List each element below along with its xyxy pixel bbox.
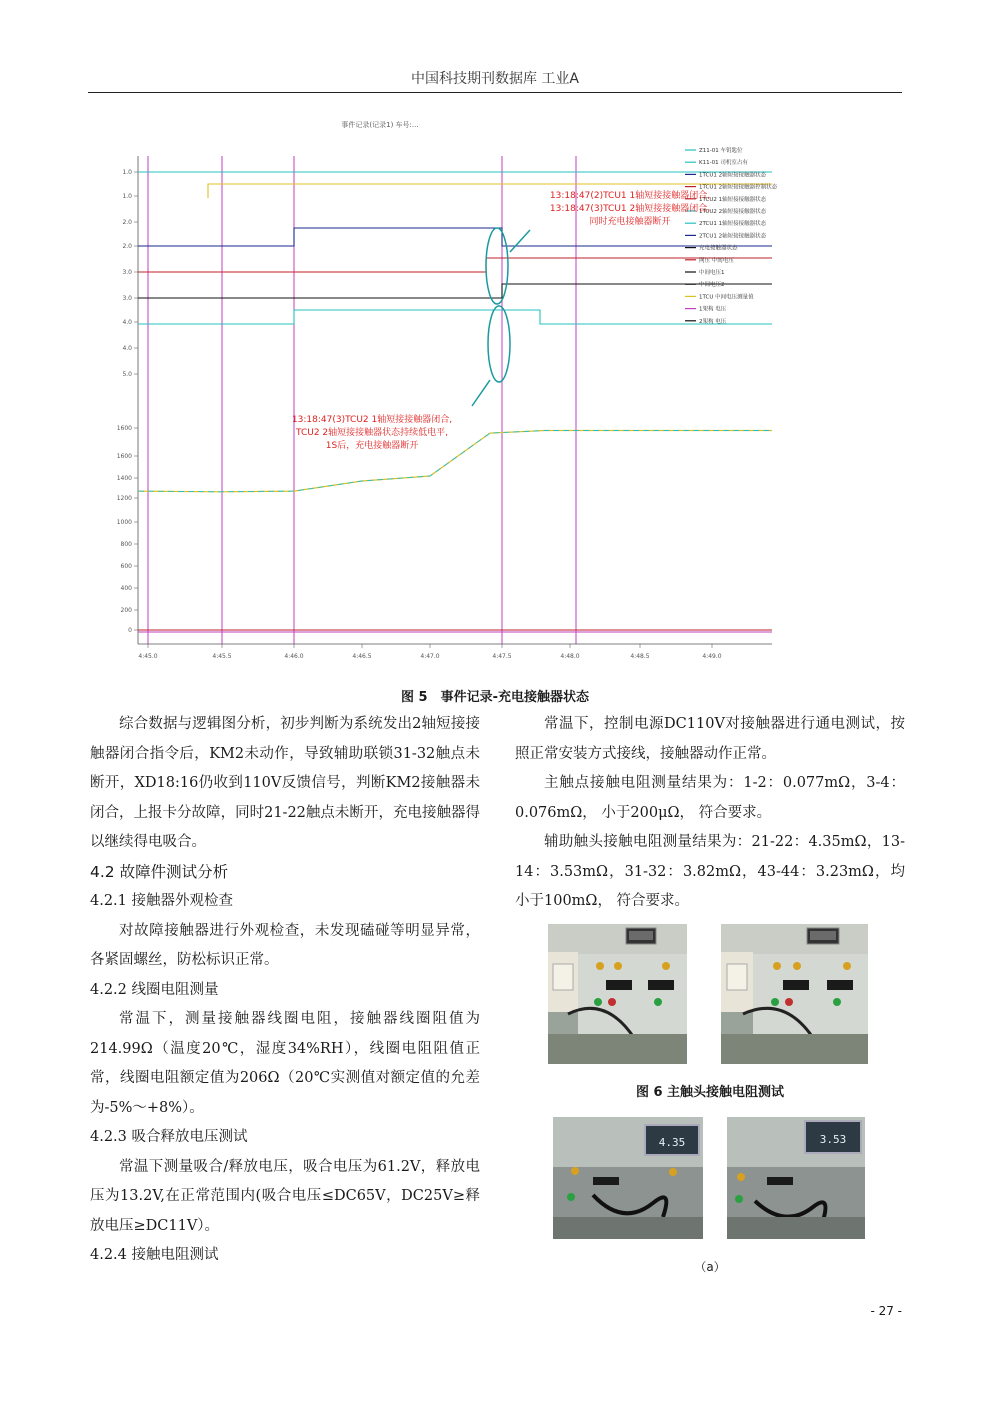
appearance-check-paragraph: 对故障接触器进行外观检查，未发现磕碰等明显异常，各紧固螺丝，防松标识正常。 xyxy=(90,922,480,968)
figure-6a-subcaption: （a） xyxy=(694,1260,726,1274)
legend-label-13: 1架构 电压 xyxy=(699,306,727,313)
annotation-bottom-line-0: 13:18:47(3)TCU2 1轴短接接触器闭合, xyxy=(291,415,453,425)
lower-tick-label-6: 600 xyxy=(120,563,132,570)
power-on-test-paragraph: 常温下，控制电源DC110V对接触器进行通电测试，按照正常安装方式接线，接触器动作正常。 xyxy=(515,716,905,762)
legend-label-3: 1TCU1 2轴短接接触器控制状态 xyxy=(699,184,778,191)
figure-5-chart xyxy=(100,118,800,668)
lower-tick-label-9: 0 xyxy=(128,627,132,634)
section-4-2-1-heading: 4.2.1 接触器外观检查 xyxy=(90,893,234,909)
trace-navy xyxy=(138,228,772,246)
photo-test-bench-2 xyxy=(721,924,868,1064)
annotation-top-line-2: 同时充电接触器断开 xyxy=(589,217,671,227)
upper-tick-label-5: 3.0 xyxy=(122,295,132,302)
upper-tick-label-3: 2.0 xyxy=(122,243,132,250)
annotation-bottom-line-1: TCU2 2轴短接接触器状态持续低电平, xyxy=(295,428,449,438)
legend-label-8: 充电接触器状态 xyxy=(699,245,738,252)
lower-tick-label-8: 200 xyxy=(120,607,132,614)
x-tick-label-7: 4:48.5 xyxy=(630,653,650,660)
legend-label-1: K11-01 司机室占有 xyxy=(699,160,748,167)
x-tick-label-1: 4:45.5 xyxy=(212,653,232,660)
annotation-bottom-line-2: 1S后，充电接触器断开 xyxy=(325,441,419,451)
upper-tick-label-7: 4.0 xyxy=(122,345,132,352)
trace-cyan-2 xyxy=(138,310,772,324)
trace-red xyxy=(138,258,772,272)
chart-title: 事件记录(记录1) 车号:... xyxy=(341,121,419,129)
section-4-2-2-heading: 4.2.2 线圈电阻测量 xyxy=(90,981,219,998)
section-4-2-3-heading: 4.2.3 吸合释放电压测试 xyxy=(90,1129,248,1145)
legend-label-10: 中间电压1 xyxy=(699,270,725,276)
meter-reading-2: 3.53 xyxy=(819,1133,847,1146)
upper-tick-label-0: 1.0 xyxy=(122,169,132,176)
legend-label-7: 2TCU1 2轴短接接触器状态 xyxy=(699,233,767,240)
figure-6-caption: 图 6 主触头接触电阻测试 xyxy=(635,1085,785,1100)
x-tick-label-0: 4:45.0 xyxy=(138,653,158,660)
legend-label-0: Z11-01 车钥匙位 xyxy=(699,148,743,154)
photo-meter-reading-1 xyxy=(553,1117,703,1239)
x-tick-label-6: 4:48.0 xyxy=(560,653,580,660)
arrow-bottom xyxy=(472,380,490,406)
aux-contact-result-paragraph: 辅助触头接触电阻测量结果为：21-22：4.35mΩ，13-14：3.53mΩ，31-32：3.82mΩ，43-44：3.23mΩ，均小于100mΩ， 符合要求。 xyxy=(515,834,905,909)
page-number: - 27 - xyxy=(870,1304,902,1318)
analysis-paragraph: 综合数据与逻辑图分析，初步判断为系统发出2轴短接接触器闭合指令后，KM2未动作，导致辅助联锁31-32触点未断开，XD18:16仍收到110V反馈信号，判断KM2接触器未闭合，上报卡分故障，同时21-22触点未断开，充电接触器得以继续得电吸合。 xyxy=(90,716,480,850)
series-voltage-0-yellow xyxy=(138,431,772,492)
section-4-2-heading: 4.2 故障件测试分析 xyxy=(90,862,229,881)
annotation-top-line-1: 13:18:47(3)TCU1 2轴短接接触器闭合, xyxy=(549,204,711,214)
arrow-top xyxy=(510,230,530,252)
lower-tick-label-0: 1600 xyxy=(116,425,132,432)
figure-5-caption: 图 5 事件记录-充电接触器状态 xyxy=(401,690,589,705)
upper-tick-label-8: 5.0 xyxy=(122,371,132,378)
series-voltage-0-cyan xyxy=(138,431,772,492)
meter-reading-1: 4.35 xyxy=(658,1136,686,1149)
photo-test-bench-1 xyxy=(548,924,687,1064)
main-contact-result-paragraph: 主触点接触电阻测量结果为：1-2：0.077mΩ，3-4：0.076mΩ， 小于200μΩ， 符合要求。 xyxy=(515,775,905,821)
highlight-ellipse-bottom xyxy=(488,306,510,382)
x-tick-label-8: 4:49.0 xyxy=(702,653,722,660)
upper-tick-label-1: 1.0 xyxy=(122,193,132,200)
lower-tick-label-7: 400 xyxy=(120,585,132,592)
legend-label-6: 2TCU1 1轴短接接触器状态 xyxy=(699,221,767,228)
coil-resistance-paragraph: 常温下，测量接触器线圈电阻，接触器线圈阻值为214.99Ω（温度20℃，湿度34%RH），线圈电阻阻值正常，线圈电阻额定值为206Ω（20℃实测值对额定值的允差为-5%～+8%）。 xyxy=(90,1011,480,1116)
lower-tick-label-4: 1000 xyxy=(116,519,132,526)
lower-tick-label-1: 1600 xyxy=(116,453,132,460)
highlight-ellipse-top xyxy=(486,228,508,304)
legend-label-2: 1TCU1 2轴短接接触器状态 xyxy=(699,172,767,179)
event-record-chart xyxy=(100,118,800,668)
photo-meter-reading-2 xyxy=(727,1117,865,1239)
pickup-release-paragraph: 常温下测量吸合/释放电压，吸合电压为61.2V，释放电压为13.2V,在正常范围内(吸合电压≤DC65V，DC25V≥释放电压≥DC11V）。 xyxy=(90,1158,480,1234)
x-tick-label-2: 4:46.0 xyxy=(284,653,304,660)
x-tick-label-3: 4:46.5 xyxy=(352,653,372,660)
upper-tick-label-6: 4.0 xyxy=(122,319,132,326)
legend-label-5: 1TCU2 2轴短接接触器状态 xyxy=(699,209,767,215)
lower-tick-label-5: 800 xyxy=(120,541,132,548)
left-column xyxy=(90,710,480,1271)
upper-tick-label-2: 2.0 xyxy=(122,219,132,226)
legend-label-14: 2架构 电压 xyxy=(699,318,727,325)
section-4-2-4-heading: 4.2.4 接触电阻测试 xyxy=(90,1247,219,1263)
lower-tick-label-2: 1400 xyxy=(116,475,132,482)
lower-tick-label-3: 1200 xyxy=(116,495,132,502)
journal-header: 中国科技期刊数据库 工业A xyxy=(410,71,580,87)
legend-label-11: 中间电压2 xyxy=(699,282,725,289)
legend-label-12: 1TCU 中间电压测量值 xyxy=(699,294,754,301)
x-tick-label-5: 4:47.5 xyxy=(492,653,512,660)
x-tick-label-4: 4:47.0 xyxy=(420,653,440,660)
right-column xyxy=(515,710,905,917)
annotation-top-line-0: 13:18:47(2)TCU1 1轴短接接触器闭合, xyxy=(549,191,711,201)
legend-label-4: 1TCU2 1轴短接接触器状态 xyxy=(699,196,767,203)
trace-black-1 xyxy=(138,284,772,301)
upper-tick-label-4: 3.0 xyxy=(122,269,132,276)
header-rule xyxy=(88,92,902,93)
legend-label-9: 网压 中间电压 xyxy=(699,257,734,264)
